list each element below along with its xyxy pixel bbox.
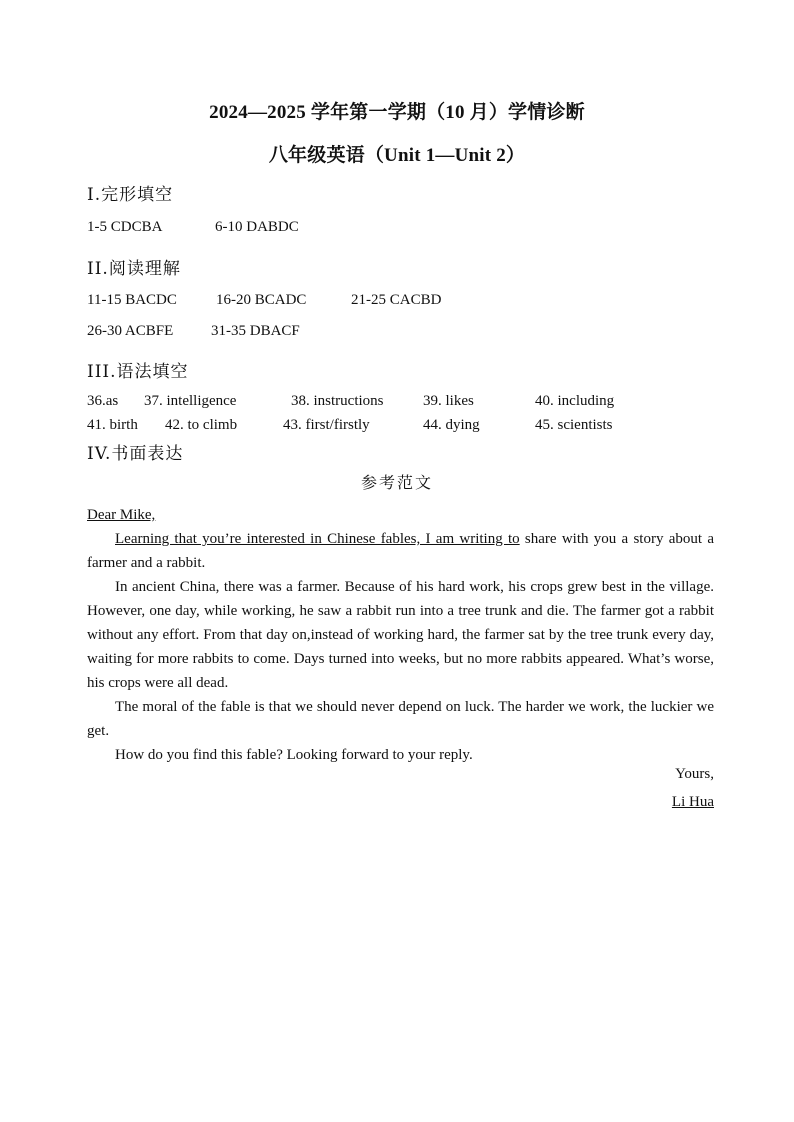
essay-paragraph [87, 527, 714, 575]
section-heading-reading: II.阅读理解 [87, 259, 181, 279]
letter-signature: Li Hua [671, 794, 714, 810]
answer-item: 37. intelligence [144, 393, 237, 409]
answer-group: 26-30 ACBFE [87, 323, 174, 339]
answer-group: 31-35 DBACF [211, 323, 300, 339]
section-heading-cloze: I.完形填空 [87, 185, 174, 205]
answer-item: 42. to climb [165, 417, 238, 433]
letter-salutation: Dear Mike, [87, 507, 156, 523]
answer-group: 21-25 CACBD [351, 292, 442, 308]
answer-item: 36.as [87, 393, 119, 409]
essay-paragraph: The moral of the fable is that we should never depend on luck. The harder we work, the luckier we get. [87, 699, 714, 739]
essay-paragraph: In ancient China, there was a farmer. Because of his hard work, his crops grew best in the village. However, one day, while working, he saw a rabbit run into a tree trunk and die. The farmer got a rabbit without any effort. From that day on,instead of working hard, the farmer sat by the tree trunk every day, waiting for more rabbits to come. Days turned into weeks, but no more rabbits appeared. What’s worse, his crops were all dead. [87, 579, 714, 691]
essay-paragraph: How do you find this fable? Looking forward to your reply. [115, 747, 473, 763]
answer-item: 39. likes [423, 393, 474, 409]
section-heading-grammar: III.语法填空 [87, 362, 189, 382]
letter-closing: Yours, [675, 766, 714, 782]
section-heading-writing: IV.书面表达 [87, 444, 184, 464]
answer-item: 43. first/firstly [283, 417, 370, 433]
answer-group: 6-10 DABDC [215, 219, 299, 235]
underlined-sentence: Learning that you’re interested in Chinese fables, I am writing to [115, 531, 520, 547]
answer-item: 38. instructions [291, 393, 384, 409]
answer-group: 11-15 BACDC [87, 292, 177, 308]
page-subtitle: 八年级英语（Unit 1—Unit 2） [268, 145, 526, 166]
answer-item: 45. scientists [535, 417, 613, 433]
page-title: 2024—2025 学年第一学期（10 月）学情诊断 [209, 102, 585, 123]
answer-group: 1-5 CDCBA [87, 219, 163, 235]
answer-group: 16-20 BCADC [216, 292, 307, 308]
answer-item: 40. including [535, 393, 615, 409]
reference-essay-title: 参考范文 [360, 473, 433, 492]
answer-item: 44. dying [423, 417, 480, 433]
answer-item: 41. birth [87, 417, 138, 433]
paragraph-text: share with you a story about a farmer and a rabbit. [87, 531, 714, 571]
